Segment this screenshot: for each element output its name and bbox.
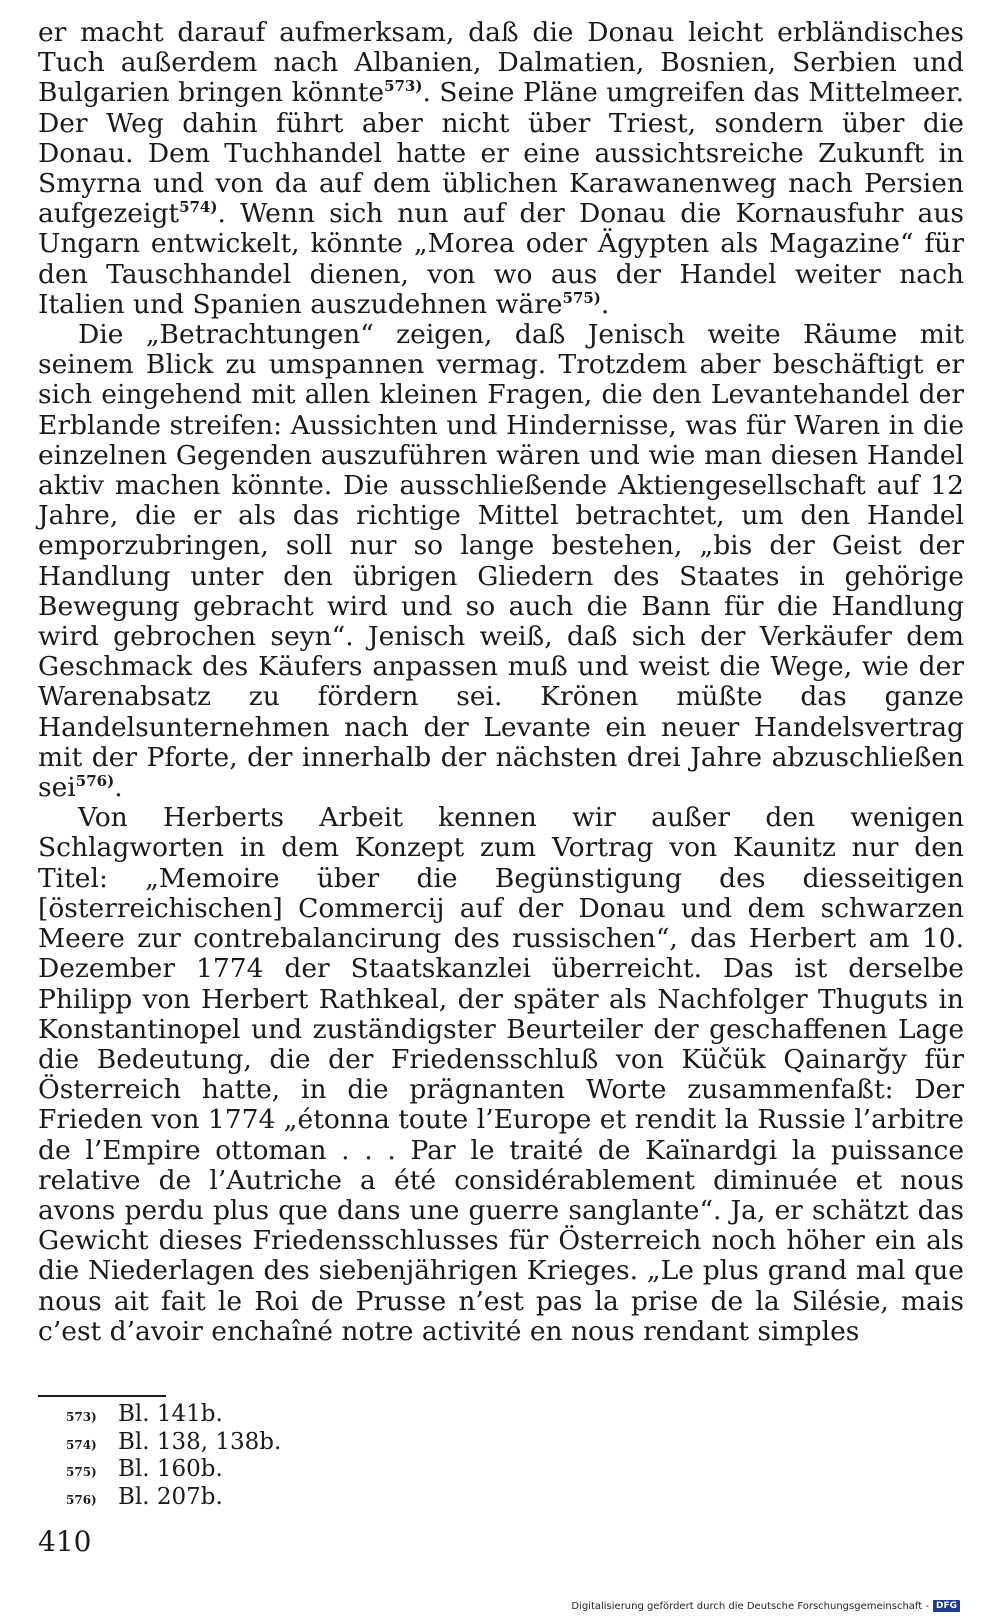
text-segment: . <box>114 772 123 804</box>
footnote-number: 576) <box>66 1492 97 1507</box>
text-segment: . Wenn sich nun auf der Donau die Kornausfuhr aus Ungarn entwickelt, könnte „Morea oder Ägypten als Magazine“ für den Tauschhandel dienen, von wo aus der Handel weiter nach Italien und Spanien auszudehnen wäre <box>38 198 964 320</box>
paragraph <box>38 18 964 320</box>
credit-text: Digitalisierung gefördert durch die Deutsche Forschungsgemeinschaft - <box>571 1600 929 1612</box>
footnote-reference: 575) <box>562 289 601 307</box>
footnote-reference: 573) <box>384 77 423 96</box>
text-segment: Die „Betrachtungen“ zeigen, daß Jenisch weite Räume mit seinem Blick zu umspannen vermag. Trotzdem aber beschäftigt er sich eingehend mit allen kleinen Fragen, die den Levantehandel der Erblande streifen: Aussichten und Hindernisse, was für Waren in die einzelnen Gegenden auszuführen wären und wie man diesen Handel aktiv machen könnte. Die ausschließende Aktiengesellschaft auf 12 Jahre, die er als das richtige Mittel betrachtet, um den Handel emporzubringen, soll nur so lange bestehen, „bis der Geist der Handlung unter den übrigen Gliedern des Staates in gehörige Bewegung gebracht wird und so auch die Bann für die Handlung wird gebrochen seyn“. Jenisch weiß, daß sich der Verkäufer dem Geschmack des Käufers anpassen muß und weist die Wege, wie der Warenabsatz zu fördern sei. Krönen müßte das ganze Handelsunternehmen nach der Levante ein neuer Handelsvertrag mit der Pforte, der innerhalb der nächsten drei Jahre abzuschließen sei <box>38 319 964 804</box>
footnote-reference: 576) <box>75 772 115 791</box>
footnote-item <box>66 1430 281 1458</box>
footnote-item <box>66 1402 281 1430</box>
footnote-item <box>66 1457 281 1485</box>
footnote-number: 575) <box>66 1465 97 1479</box>
paragraph <box>38 320 964 803</box>
main-text <box>38 18 964 1347</box>
footnote-text: Bl. 138, 138b. <box>118 1428 282 1455</box>
paragraph <box>38 803 964 1347</box>
footnote-number: 574) <box>66 1437 97 1452</box>
footnote-reference: 574) <box>179 198 218 217</box>
dfg-logo: DFG <box>933 1600 960 1612</box>
footnote-text: Bl. 207b. <box>118 1483 223 1510</box>
footnote-text: Bl. 141b. <box>118 1401 223 1427</box>
text-segment: Von Herberts Arbeit kennen wir außer den wenigen Schlagworten in dem Konzept zum Vortrag von Kaunitz nur den Titel: „Memoire über die Begünstigung des diesseitigen [österreichischen] Commercij auf der Donau und dem schwarzen Meere zur contrebalancirung des russischen“, das Herbert am 10. Dezember 1774 der Staatskanzlei überreicht. Das ist derselbe Philipp von Herbert Rathkeal, der später als Nachfolger Thuguts in Konstantinopel und zuständigster Beurteiler der geschaffenen Lage die Bedeutung, die der Friedensschluß von Küčük Qainarğy für Österreich hatte, in die prägnanten Worte zusammenfaßt: Der Frieden von 1774 „étonna toute l’Europe et rendit la Russie l’arbitre de l’Empire ottoman . . . Par le traité de Kaïnardgi la puissance relative de l’Autriche a été considérablement diminuée et nous avons perdu plus que dans une guerre sanglante“. Ja, er schätzt das Gewicht dieses Friedensschlusses für Österreich noch höher ein als die Niederlagen des siebenjährigen Krieges. „Le plus grand mal que nous ait fait le Roi de Prusse n’est pas la prise de la Silésie, mais c’est d’avoir enchaîné notre activité en nous rendant simples <box>38 802 964 1347</box>
page-number: 410 <box>38 1525 92 1558</box>
text-segment: . <box>600 288 610 320</box>
footnote-number: 573) <box>66 1410 97 1424</box>
footnote-item <box>66 1485 281 1513</box>
page-body <box>38 18 964 1347</box>
text-segment: . Seine Pläne umgreifen das Mittelmeer. Der Weg dahin führt aber nicht über Triest, sondern über die Donau. Dem Tuchhandel hatte er eine aussichtsreiche Zukunft in Smyrna und von da auf dem üblichen Karawanenweg nach Persien aufgezeigt <box>38 77 964 230</box>
footnotes <box>66 1402 281 1512</box>
digitization-credit <box>571 1600 960 1612</box>
footnote-divider <box>38 1395 166 1397</box>
text-segment: er macht darauf aufmerksam, daß die Donau leicht erbländisches Tuch außerdem nach Albanien, Dalmatien, Bosnien, Serbien und Bulgarien bringen könnte <box>38 17 964 109</box>
footnote-text: Bl. 160b. <box>118 1456 223 1482</box>
